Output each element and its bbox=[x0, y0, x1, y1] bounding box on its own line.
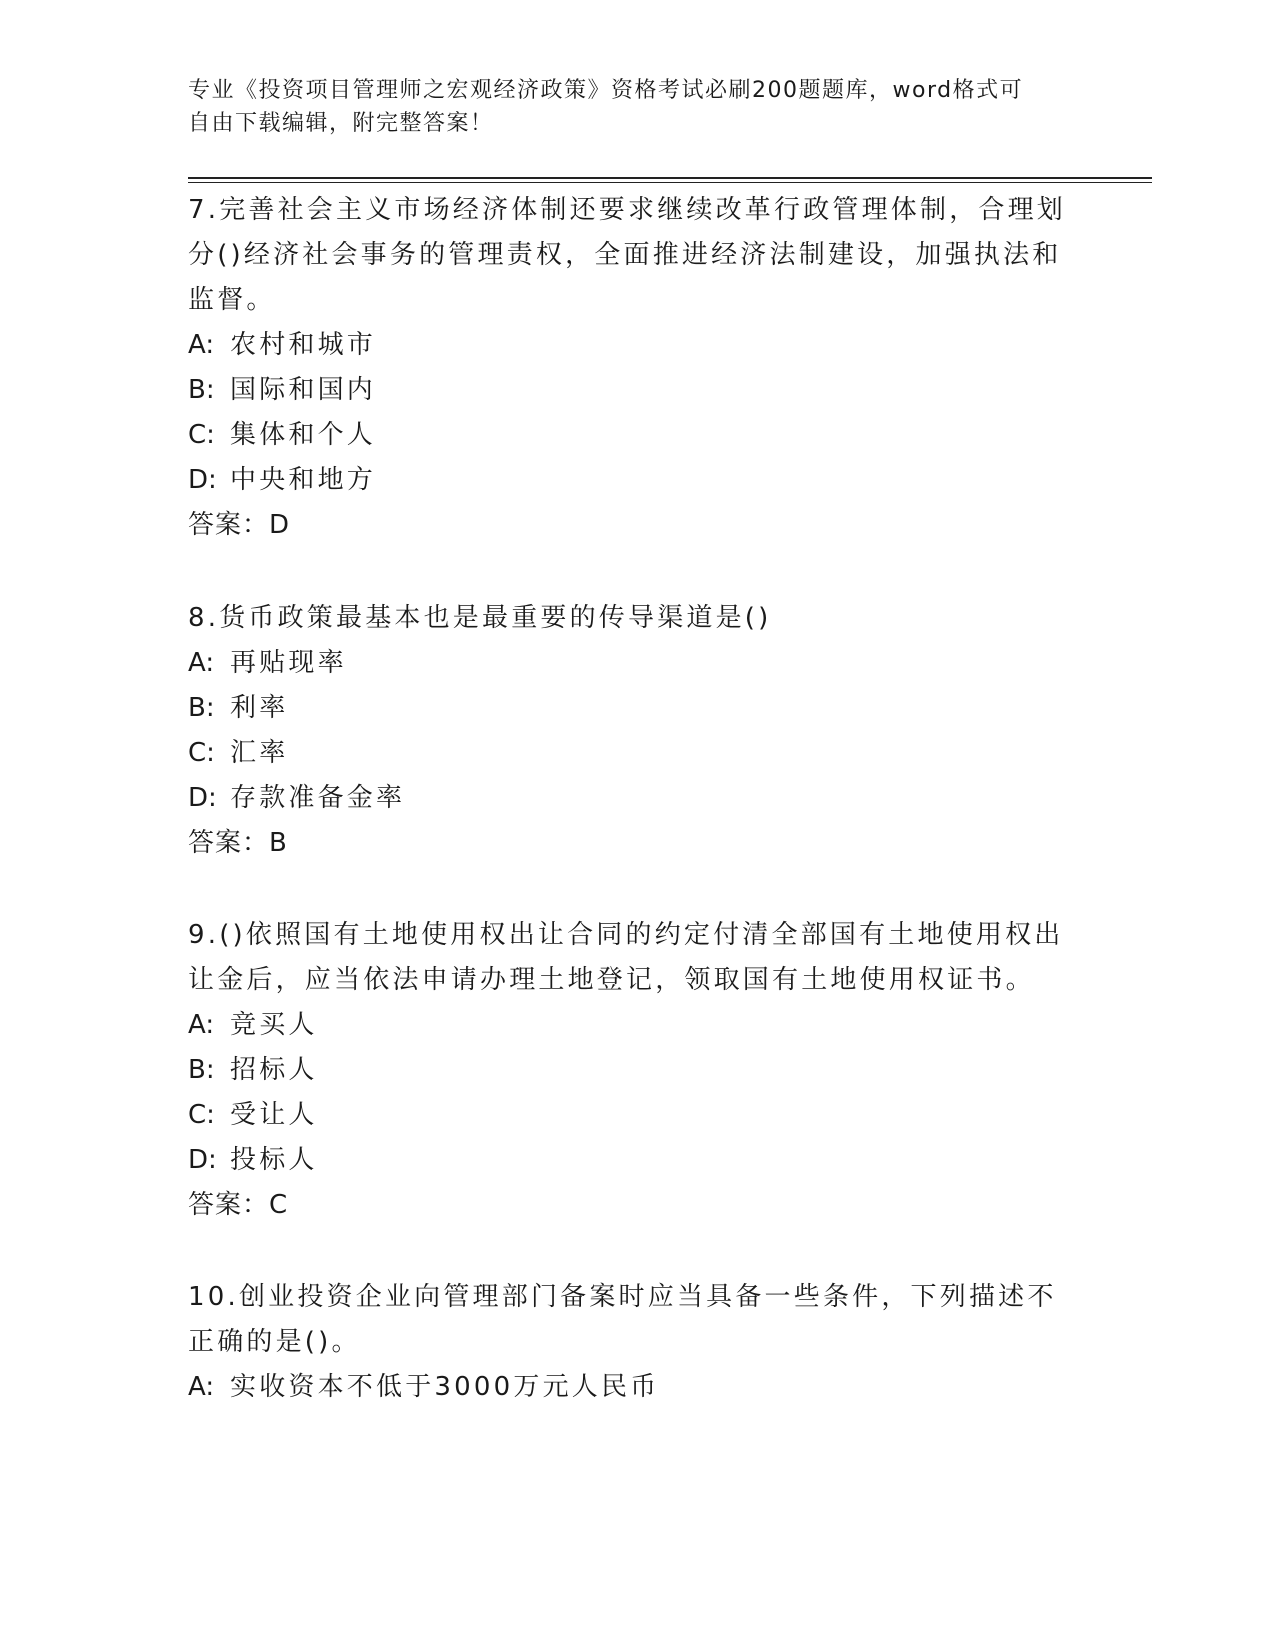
question-8 bbox=[188, 596, 1078, 866]
option-key: B: bbox=[188, 1055, 215, 1085]
question-stem: 9.()依照国有土地使用权出让合同的约定付清全部国有土地使用权出让金后，应当依法申请办理土地登记，领取国有土地使用权证书。 bbox=[188, 920, 1064, 995]
option-text: 竞买人 bbox=[230, 1010, 318, 1040]
option-text: 国际和国内 bbox=[230, 375, 377, 405]
option-a bbox=[188, 641, 1078, 686]
option-key: C: bbox=[188, 738, 215, 768]
option-text: 汇率 bbox=[230, 738, 289, 768]
document-header bbox=[188, 74, 1068, 140]
question-stem: 10.创业投资企业向管理部门备案时应当具备一些条件，下列描述不正确的是()。 bbox=[188, 1282, 1057, 1357]
option-text: 投标人 bbox=[230, 1145, 318, 1175]
question-9 bbox=[188, 913, 1078, 1228]
option-text: 农村和城市 bbox=[230, 330, 377, 360]
option-text: 利率 bbox=[230, 693, 289, 723]
option-key: A: bbox=[188, 1372, 215, 1402]
option-text: 招标人 bbox=[230, 1055, 318, 1085]
option-key: B: bbox=[188, 693, 215, 723]
option-text: 中央和地方 bbox=[230, 465, 377, 495]
option-c bbox=[188, 413, 1078, 458]
option-d bbox=[188, 776, 1078, 821]
option-text: 实收资本不低于3000万元人民币 bbox=[230, 1372, 660, 1402]
answer: 答案：D bbox=[188, 510, 291, 540]
option-text: 再贴现率 bbox=[230, 648, 347, 678]
header-line-1: 专业《投资项目管理师之宏观经济政策》资格考试必刷200题题库，word格式可 bbox=[188, 78, 1024, 103]
option-d bbox=[188, 458, 1078, 503]
option-key: D: bbox=[188, 465, 217, 495]
option-b bbox=[188, 368, 1078, 413]
option-a bbox=[188, 1365, 1078, 1410]
option-key: A: bbox=[188, 648, 215, 678]
option-text: 存款准备金率 bbox=[230, 783, 406, 813]
option-c bbox=[188, 731, 1078, 776]
option-key: A: bbox=[188, 330, 215, 360]
question-stem: 7.完善社会主义市场经济体制还要求继续改革行政管理体制，合理划分()经济社会事务的管理责权，全面推进经济法制建设，加强执法和监督。 bbox=[188, 195, 1067, 315]
option-c bbox=[188, 1093, 1078, 1138]
answer: 答案：C bbox=[188, 1190, 289, 1220]
option-key: D: bbox=[188, 783, 217, 813]
option-key: D: bbox=[188, 1145, 217, 1175]
option-b bbox=[188, 686, 1078, 731]
option-b bbox=[188, 1048, 1078, 1093]
option-key: B: bbox=[188, 375, 215, 405]
option-text: 受让人 bbox=[230, 1100, 318, 1130]
option-d bbox=[188, 1138, 1078, 1183]
option-key: A: bbox=[188, 1010, 215, 1040]
option-key: C: bbox=[188, 420, 215, 450]
option-key: C: bbox=[188, 1100, 215, 1130]
option-a bbox=[188, 1003, 1078, 1048]
question-stem: 8.货币政策最基本也是最重要的传导渠道是() bbox=[188, 603, 772, 633]
question-7 bbox=[188, 188, 1078, 548]
option-text: 集体和个人 bbox=[230, 420, 377, 450]
header-line-2: 自由下载编辑，附完整答案！ bbox=[188, 111, 494, 136]
header-divider-thin bbox=[188, 182, 1152, 183]
question-10 bbox=[188, 1275, 1078, 1410]
option-a bbox=[188, 323, 1078, 368]
answer: 答案：B bbox=[188, 828, 288, 858]
header-divider-thick bbox=[188, 177, 1152, 179]
